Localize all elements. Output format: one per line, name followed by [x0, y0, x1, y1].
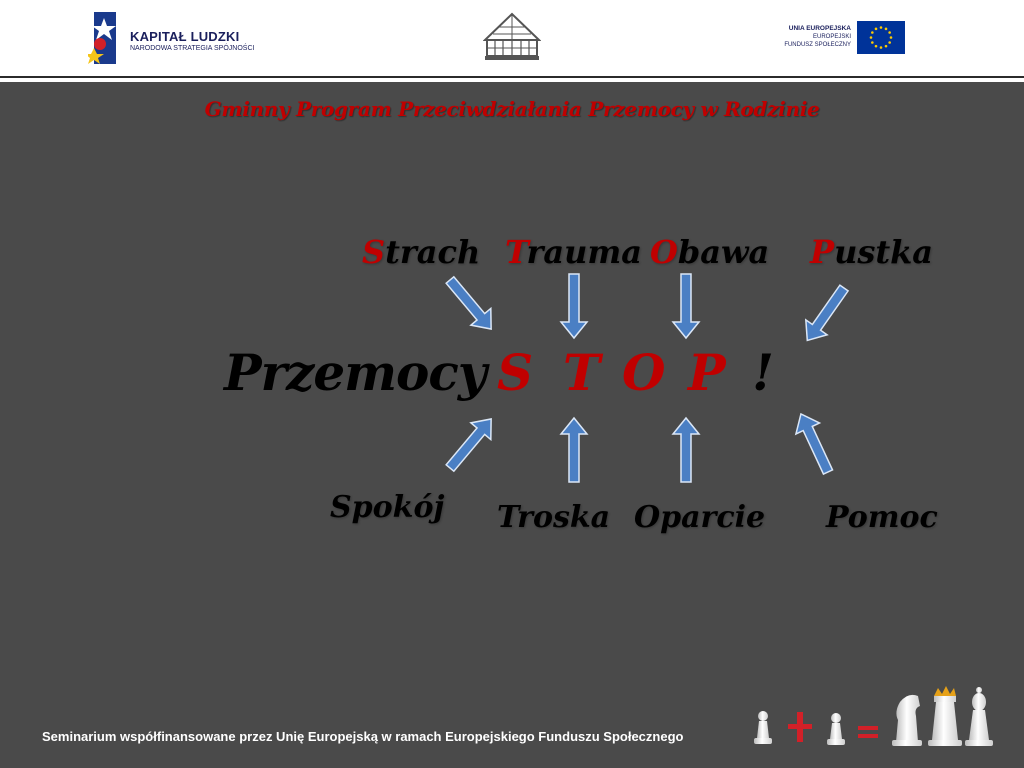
equals-icon	[858, 726, 878, 738]
kapital-ludzki-subtitle: NARODOWA STRATEGIA SPÓJNOŚCI	[130, 45, 255, 52]
initial-s: S	[362, 233, 386, 271]
eu-star-icon	[885, 28, 888, 31]
exclamation-mark: !	[752, 343, 774, 402]
stop-letter-o: O	[622, 343, 666, 402]
arrow-down-strach-icon	[440, 272, 501, 338]
arrow-down-pustka-icon	[797, 281, 855, 348]
word-obawa	[650, 233, 769, 271]
word-rest: bawa	[677, 233, 770, 271]
stop-letter-t: T	[563, 343, 601, 402]
house-emblem-icon	[483, 12, 541, 64]
eu-star-icon	[880, 26, 883, 29]
eu-flag-icon	[857, 21, 905, 54]
king-icon	[928, 686, 962, 746]
kapital-ludzki-logo	[88, 12, 258, 64]
word-rest: trach	[385, 233, 481, 271]
arrow-up-spokoj-icon	[440, 411, 501, 477]
eu-star-icon	[888, 41, 891, 44]
word-przemocy: Przemocy	[224, 343, 486, 402]
arrow-up-oparcie-icon	[673, 418, 699, 482]
eu-star-icon	[875, 45, 878, 48]
pawn-icon	[754, 711, 772, 744]
eu-star-icon	[870, 36, 873, 39]
stop-letter-p: P	[688, 343, 726, 402]
chess-pieces-equation-icon	[748, 684, 1000, 748]
arrow-down-trauma-icon	[561, 274, 587, 338]
initial-t: T	[505, 233, 527, 271]
eu-line-3: FUNDUSZ SPOŁECZNY	[784, 42, 851, 48]
kapital-ludzki-emblem-icon	[88, 12, 118, 64]
eu-star-icon	[871, 41, 874, 44]
eu-star-icon	[871, 31, 874, 34]
word-oparcie: Oparcie	[634, 500, 766, 535]
bishop-icon	[965, 687, 993, 746]
eu-star-icon	[875, 28, 878, 31]
eu-line-1: UNIA EUROPEJSKA	[788, 25, 851, 32]
eu-star-icon	[890, 36, 893, 39]
word-trauma	[505, 233, 642, 271]
word-pustka	[810, 233, 933, 271]
word-strach	[362, 233, 480, 271]
knight-icon	[892, 695, 922, 746]
initial-p: P	[810, 233, 835, 271]
arrow-down-obawa-icon	[673, 274, 699, 338]
eu-line-2: EUROPEJSKI	[812, 34, 851, 40]
word-rest: rauma	[526, 233, 642, 271]
footer-funding-note: Seminarium współfinansowane przez Unię Europejską w ramach Europejskiego Funduszu Społecznego	[42, 729, 684, 744]
header-bar	[0, 0, 1024, 76]
word-pomoc: Pomoc	[826, 500, 938, 535]
eu-fund-logo	[760, 20, 905, 56]
eu-star-icon	[885, 45, 888, 48]
eu-star-icon	[880, 46, 883, 49]
eu-fund-text	[784, 25, 851, 49]
header-divider-light	[0, 78, 1024, 82]
word-spokoj: Spokój	[330, 490, 445, 525]
word-troska: Troska	[497, 500, 611, 535]
arrow-up-troska-icon	[561, 418, 587, 482]
pawn-icon	[827, 713, 845, 745]
initial-o: O	[650, 233, 678, 271]
word-rest: ustka	[834, 233, 934, 271]
arrow-up-pomoc-icon	[789, 409, 840, 478]
program-title: Gminny Program Przeciwdziałania Przemocy w Rodzinie	[204, 97, 820, 121]
stop-letter-s: S	[497, 343, 534, 402]
kapital-ludzki-title: KAPITAŁ LUDZKI	[130, 29, 240, 44]
eu-star-icon	[888, 31, 891, 34]
plus-icon	[788, 712, 812, 742]
